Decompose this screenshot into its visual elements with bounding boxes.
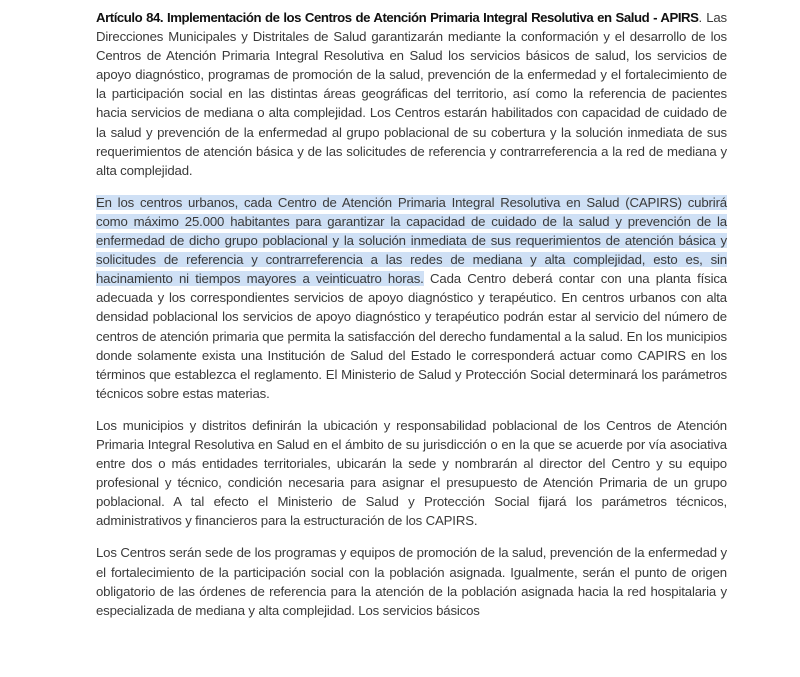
article-title-period: . xyxy=(698,10,702,25)
article-title: Artículo 84. Implementación de los Centros de Atención Primaria Integral Resolutiva en Salud - APIRS xyxy=(96,10,699,25)
centros-sede-paragraph xyxy=(96,543,727,619)
article-body-text: Las Direcciones Municipales y Distritales de Salud garantizarán mediante la conformación y el desarrollo de los Centros de Atención Primaria Integral Resolutiva en Salud los servicios básicos de salud, los servicios de apoyo diagnóstico, programas de promoción de la salud, prevención de la enfermedad y el fortalecimiento de la participación social en las distintas áreas geográficas del territorio, así como la referencia de pacientes hacia servicios de mediana o alta complejidad. Los Centros estarán habilitados con capacidad de cuidado de la salud y prevención de la enfermedad al grupo poblacional de su cobertura y la solución inmediata de sus requerimientos de atención básica y de las solicitudes de referencia y contrarreferencia a la red de mediana y alta complejidad. xyxy=(96,10,728,178)
document-page xyxy=(96,8,727,633)
paragraph-text: Cada Centro deberá contar con una planta física adecuada y los correspondientes servicios de apoyo diagnóstico y terapéutico. En centros urbanos con alta densidad poblacional los servicios de apoyo diagnóstico y terapéutico podrán estar al servicio del número de centros de atención primaria que permita la satisfacción del derecho fundamental a la salud. En los municipios donde solamente exista una Institución de Salud del Estado le corresponderá actuar como CAPIRS en los términos que establezca el reglamento. El Ministerio de Salud y Protección Social determinará los parámetros técnicos sobre estas materias. xyxy=(96,271,727,401)
selected-text-highlight[interactable]: En los centros urbanos, cada Centro de Atención Primaria Integral Resolutiva en Salud (CAPIRS) cubrirá como máximo 25.000 habitantes para garantizar la capacidad de cuidado de la salud y prevención de la enfermedad de dicho grupo poblacional y la solución inmediata de sus requerimientos de atención básica y solicitudes de referencia y contrarreferencia a las redes de mediana y alta complejidad, esto es, sin hacinamiento ni tiempos mayores a veinticuatro horas. xyxy=(96,194,727,287)
capirs-coverage-paragraph xyxy=(96,193,727,403)
municipalities-paragraph xyxy=(96,416,727,531)
article-84-paragraph xyxy=(96,8,727,180)
paragraph-text: Los Centros serán sede de los programas y equipos de promoción de la salud, prevención de la enfermedad y el fortalecimiento de la participación social con la población asignada. Igualmente, serán el punto de origen obligatorio de las órdenes de referencia para la atención de la población asignada hacia la red hospitalaria y especializada de mediana y alta complejidad. Los servicios básicos xyxy=(96,545,727,618)
paragraph-text: Los municipios y distritos definirán la ubicación y responsabilidad poblacional de los Centros de Atención Primaria Integral Resolutiva en Salud en el ámbito de su jurisdicción o en la que se acuerde por vía asociativa entre dos o más entidades territoriales, ubicarán la sede y nombrarán al director del Centro y su equipo profesional y técnico, condición necesaria para asignar el presupuesto de Atención Primaria de un grupo poblacional. A tal efecto el Ministerio de Salud y Protección Social fijará los parámetros técnicos, administrativos y financieros para la estructuración de los CAPIRS. xyxy=(96,417,727,529)
